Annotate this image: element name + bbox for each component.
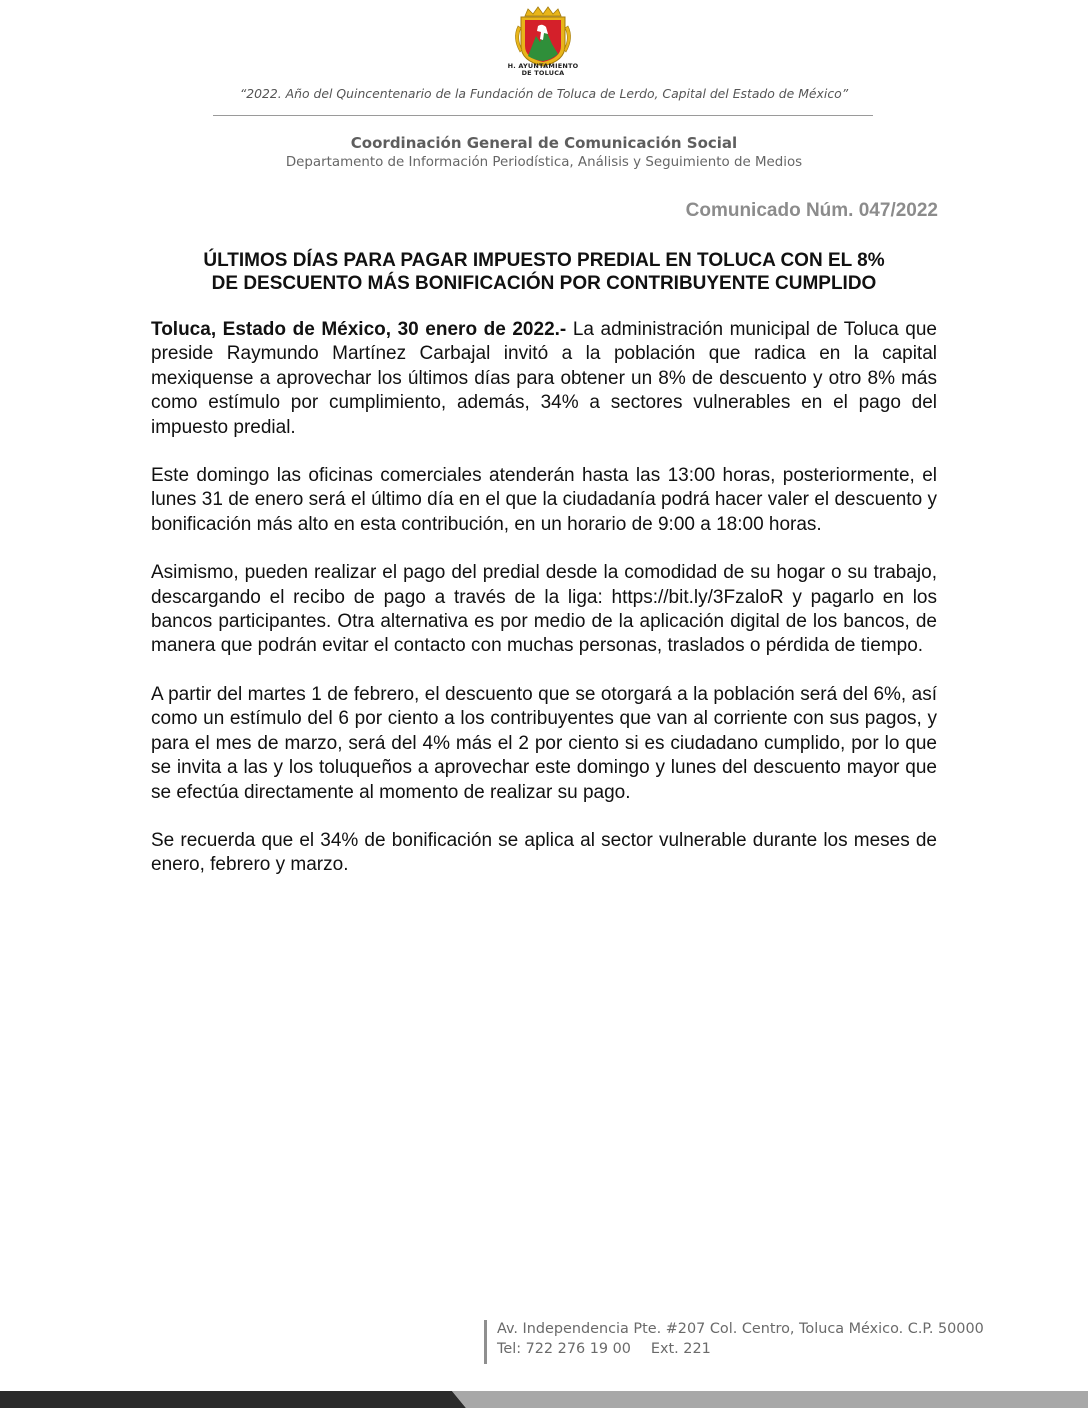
communique-number: Comunicado Núm. 047/2022 <box>685 200 938 221</box>
header-divider <box>213 115 873 116</box>
year-motto: “2022. Año del Quincentenario de la Fundación de Toluca de Lerdo, Capital del Estado de México” <box>239 86 849 101</box>
footer-telephone: Tel: 722 276 19 00 <box>497 1341 631 1357</box>
department-title: Coordinación General de Comunicación Social <box>350 134 738 152</box>
dateline: Toluca, Estado de México, 30 enero de 2022.- <box>151 319 567 340</box>
logo-caption <box>480 63 606 77</box>
paragraph-3: Asimismo, pueden realizar el pago del predial desde la comodidad de su hogar o su trabajo, descargando el recibo de pago a través de la liga: https://bit.ly/3FzaloR y pagarlo en los bancos participantes. Otra alternativa es por medio de la aplicación digital de los bancos, de manera que podrán evitar el contacto con muchas personas, traslados o pérdida de tiempo. <box>151 562 937 657</box>
logo-caption-line2: DE TOLUCA <box>521 69 565 77</box>
paragraph-4: A partir del martes 1 de febrero, el descuento que se otorgará a la población será del 6%, así como un estímulo del 6 por ciento a los contribuyentes que van al corriente con sus pagos, y para el mes de marzo, será del 4% más el 2 por ciento si es ciudadano cumplido, por lo que se invita a las y los toluqueños a aprovechar este domingo y lunes del descuento mayor que se efectúa directamente al momento de realizar su pago. <box>151 683 937 803</box>
paragraph-1-text: La administración municipal de Toluca que preside Raymundo Martínez Carbajal invitó a la población que radica en la capital mexiquense a aprovechar los últimos días para obtener un 8% de descuento y otro 8% más como estímulo por cumplimiento, además, 34% a sectores vulnerables en el pago del impuesto predial. <box>151 319 937 438</box>
footer-contact <box>497 1341 711 1357</box>
bottom-decorative-band <box>0 1384 1088 1408</box>
department-subtitle: Departamento de Información Periodística, Análisis y Seguimiento de Medios <box>285 155 803 170</box>
headline-line-1: ÚLTIMOS DÍAS PARA PAGAR IMPUESTO PREDIAL EN TOLUCA CON EL 8% <box>203 250 885 271</box>
headline <box>150 249 938 295</box>
paragraph-1 <box>151 318 937 440</box>
logo-caption-line1: H. AYUNTAMIENTO <box>507 62 579 70</box>
paragraph-5: Se recuerda que el 34% de bonificación se aplica al sector vulnerable durante los meses de enero, febrero y marzo. <box>151 829 937 876</box>
article-body <box>151 318 937 878</box>
footer-divider <box>484 1320 487 1364</box>
headline-line-2: DE DESCUENTO MÁS BONIFICACIÓN POR CONTRIBUYENTE CUMPLIDO <box>211 273 877 294</box>
paragraph-2: Este domingo las oficinas comerciales atenderán hasta las 13:00 horas, posteriormente, el lunes 31 de enero será el último día en el que la ciudadanía podrá hacer valer el descuento y bonificación más alto en esta contribución, en un horario de 9:00 a 18:00 horas. <box>151 465 937 535</box>
footer-extension: Ext. 221 <box>650 1341 711 1357</box>
footer-address: Av. Independencia Pte. #207 Col. Centro, Toluca México. C.P. 50000 <box>497 1321 984 1337</box>
